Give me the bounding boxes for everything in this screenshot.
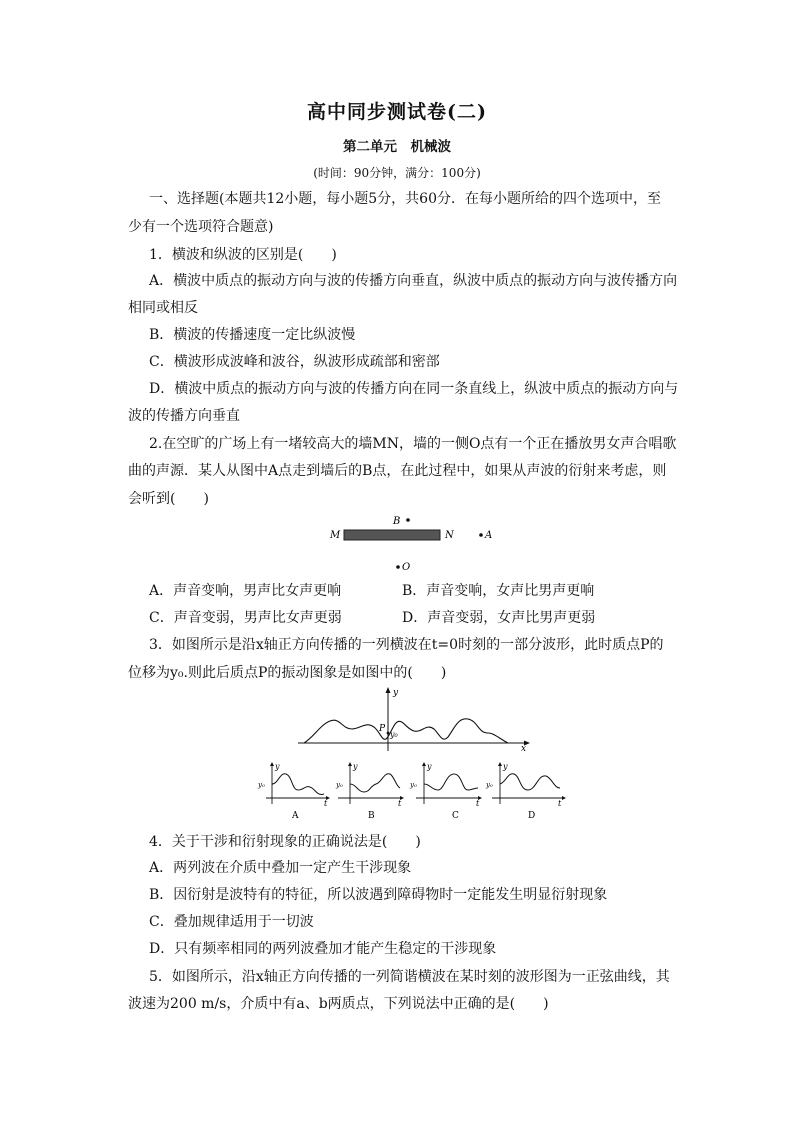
x-axis-label: x (521, 744, 527, 753)
time-score-note: (时间：90分钟，满分：100分) (313, 166, 481, 180)
graph-b (335, 762, 404, 821)
svg-text:y₀: y₀ (258, 781, 265, 789)
graph-a (257, 762, 330, 821)
graph-c (409, 762, 482, 821)
wave-curve (304, 719, 508, 743)
q1-option-a-line2: 相同或相反 (128, 300, 198, 316)
section-intro-line1: 一、选择题(本题共12小题，每小题5分，共60分．在每小题所给的四个选项中，至 (149, 191, 661, 207)
label-n: N (445, 530, 454, 541)
q4-option-b: B．因衍射是波特有的特征，所以波遇到障碍物时一定能发生明显衍射现象 (149, 887, 608, 903)
svg-text:y: y (427, 762, 432, 771)
label-a: A (485, 530, 493, 541)
wave-graph (296, 685, 532, 753)
graph-d-label: D (528, 811, 536, 821)
label-b: B (393, 516, 401, 527)
q1-stem: 1．横波和纵波的区别是( ) (149, 247, 337, 263)
page-title: 高中同步测试卷(二) (307, 101, 487, 123)
q1-option-b: B．横波的传播速度一定比纵波慢 (149, 327, 356, 343)
unit-subtitle: 第二单元 机械波 (343, 139, 451, 155)
q4-option-d: D．只有频率相同的两列波叠加才能产生稳定的干涉现象 (149, 941, 497, 957)
q2-option-b: B．声音变响，女声比男声更响 (402, 583, 595, 599)
q5-stem-line1: 5．如图所示，沿x轴正方向传播的一列简谐横波在某时刻的波形图为一正弦曲线，其 (149, 969, 670, 985)
graph-c-label: C (452, 811, 459, 821)
point-p-label: P (379, 724, 386, 734)
q2-option-d: D．声音变弱，女声比男声更弱 (402, 610, 596, 626)
y-axis-label: y (393, 688, 399, 698)
vibration-graphs (256, 760, 576, 822)
svg-text:y₀: y₀ (336, 781, 343, 789)
graph-d (485, 762, 566, 821)
q2-stem-line2: 曲的声源．某人从图中A点走到墙后的B点，在此过程中，如果从声波的衍射来考虑，则 (128, 463, 667, 479)
wall-mn (344, 530, 440, 540)
q5-stem-line2: 波速为200 m/s，介质中有a、b两质点，下列说法中正确的是( ) (128, 996, 549, 1012)
q2-stem-line1: 2.在空旷的广场上有一堵较高大的墙MN，墙的一侧O点有一个正在播放男女声合唱歌 (149, 436, 677, 452)
q3-stem-line1: 3．如图所示是沿x轴正方向传播的一列横波在t=0时刻的一部分波形，此时质点P的 (149, 637, 664, 653)
q2-option-c: C．声音变弱，男声比女声更弱 (149, 610, 342, 626)
svg-text:y₀: y₀ (410, 781, 417, 789)
svg-text:y: y (275, 762, 280, 771)
graph-a-label: A (292, 811, 299, 821)
point-p (387, 732, 390, 735)
q2-option-a: A．声音变响，男声比女声更响 (149, 583, 342, 599)
svg-text:t: t (398, 799, 402, 808)
label-o: O (402, 562, 411, 573)
y-arrow (386, 687, 391, 693)
point-a (479, 533, 483, 537)
graph-b-label: B (368, 811, 375, 821)
q4-stem: 4．关于干涉和衍射现象的正确说法是( ) (149, 834, 421, 850)
svg-text:y₀: y₀ (486, 781, 493, 789)
y0-label: y₀ (390, 730, 398, 739)
section-intro-line2: 少有一个选项符合题意) (128, 219, 274, 235)
q4-option-c: C．叠加规律适用于一切波 (149, 914, 314, 930)
point-o (396, 565, 400, 569)
q4-option-a: A．两列波在介质中叠加一定产生干涉现象 (149, 860, 412, 876)
q2-stem-line3: 会听到( ) (128, 491, 209, 507)
point-b (406, 518, 410, 522)
svg-text:t: t (324, 799, 328, 808)
label-m: M (330, 530, 341, 541)
q1-option-d-line1: D．横波中质点的振动方向与波的传播方向在同一条直线上，纵波中质点的振动方向与 (149, 381, 679, 397)
svg-text:y: y (503, 762, 508, 771)
svg-text:t: t (476, 799, 480, 808)
wall-figure (320, 508, 510, 578)
q1-option-c: C．横波形成波峰和波谷，纵波形成疏部和密部 (149, 354, 440, 370)
q3-stem-line2: 位移为y₀.则此后质点P的振动图象是如图中的( ) (128, 665, 447, 681)
q1-option-d-line2: 波的传播方向垂直 (128, 408, 240, 424)
q1-option-a-line1: A．横波中质点的振动方向与波的传播方向垂直，纵波中质点的振动方向与波传播方向 (149, 273, 678, 289)
svg-text:y: y (353, 762, 358, 771)
svg-text:t: t (558, 799, 562, 808)
